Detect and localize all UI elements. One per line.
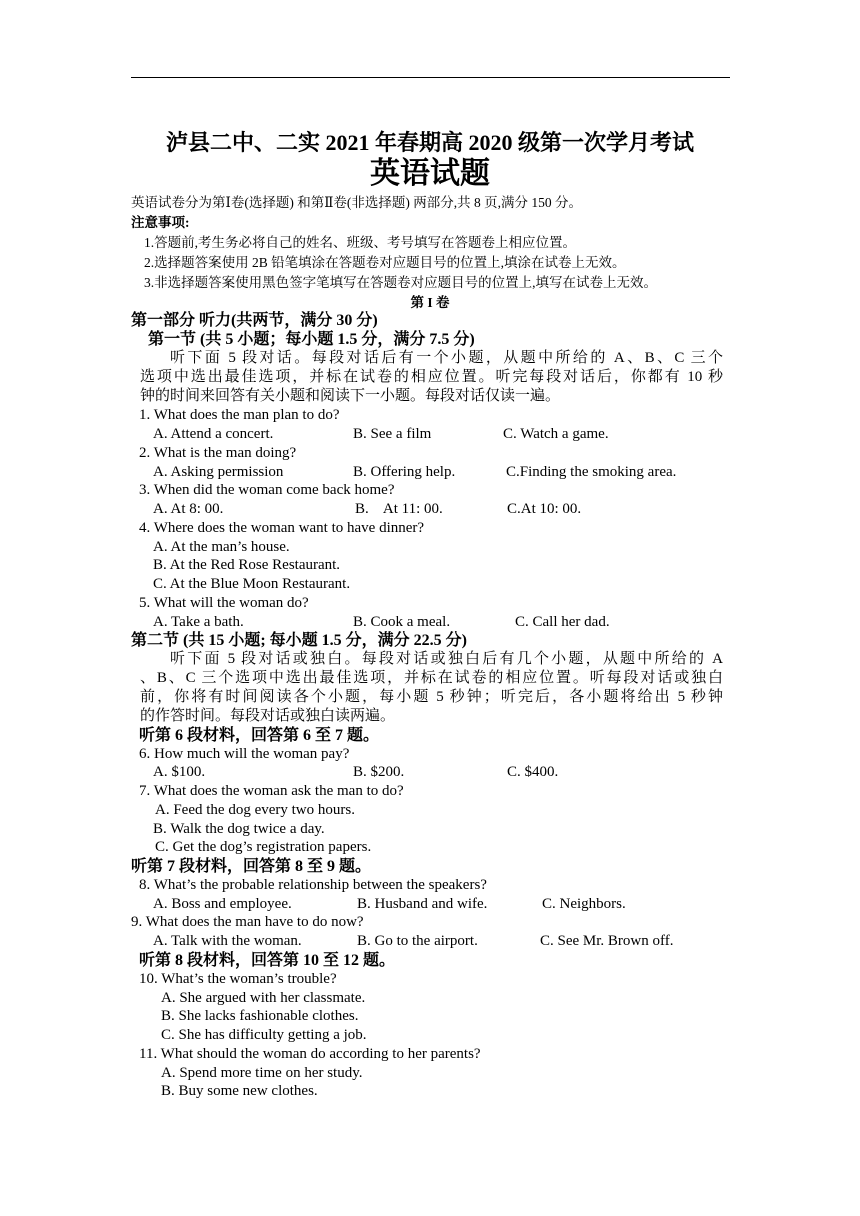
top-rule: [131, 77, 730, 78]
option-c: C. Neighbors.: [542, 896, 626, 912]
directions-line: 钟的时间来回答有关小题和阅读下一小题。每段对话仅读一遍。: [140, 388, 561, 404]
option-a: A. $100.: [153, 764, 206, 780]
note-item: 1.答题前,考生务必将自己的姓名、班级、考号填写在答题卷上相应位置。: [144, 235, 576, 250]
option-c: C.At 10: 00.: [507, 501, 582, 517]
question-stem: 10. What’s the woman’s trouble?: [139, 971, 337, 987]
directions-line: 前，你将有时间阅读各个小题，每小题 5 秒钟；听完后，各小题将给出 5 秒钟: [140, 689, 723, 705]
part1-title: 第一部分 听力(共两节，满分 30 分): [131, 312, 378, 329]
section2-title: 第二节 (共 15 小题; 每小题 1.5 分，满分 22.5 分): [131, 632, 467, 649]
option-b: B. Husband and wife.: [357, 896, 488, 912]
option-b: B. At the Red Rose Restaurant.: [153, 557, 341, 573]
question-stem: 8. What’s the probable relationship between the speakers?: [139, 877, 487, 893]
option-c: C. Watch a game.: [503, 426, 609, 442]
subject-title: 英语试题: [370, 157, 490, 190]
material-heading: 听第 7 段材料，回答第 8 至 9 题。: [131, 858, 372, 875]
notes-heading: 注意事项:: [131, 215, 190, 230]
question-stem: 5. What will the woman do?: [139, 595, 309, 611]
option-a: A. She argued with her classmate.: [161, 990, 366, 1006]
option-b: B. Offering help.: [353, 464, 456, 480]
option-a: A. Spend more time on her study.: [161, 1065, 363, 1081]
exam-intro: 英语试卷分为第Ⅰ卷(选择题) 和第Ⅱ卷(非选择题) 两部分,共 8 页,满分 150 分。: [131, 195, 582, 210]
option-b: B. Go to the airport.: [357, 933, 478, 949]
exam-title: 泸县二中、二实 2021 年春期高 2020 级第一次学月考试: [165, 130, 694, 155]
material-heading: 听第 8 段材料，回答第 10 至 12 题。: [139, 952, 396, 969]
option-b: B. $200.: [353, 764, 405, 780]
option-a: A. Attend a concert.: [153, 426, 274, 442]
option-c: C. She has difficulty getting a job.: [161, 1027, 367, 1043]
option-a: A. Feed the dog every two hours.: [155, 802, 355, 818]
directions-line: 听下面 5 段对话或独白。每段对话或独白后有几个小题，从题中所给的 A: [170, 651, 723, 667]
option-a: A. Talk with the woman.: [153, 933, 302, 949]
option-b: B. Buy some new clothes.: [161, 1083, 318, 1099]
option-c: C.Finding the smoking area.: [506, 464, 677, 480]
option-a: A. Asking permission: [153, 464, 284, 480]
directions-line: 选项中选出最佳选项，并标在试卷的相应位置。听完每段对话后，你都有 10 秒: [140, 369, 723, 385]
question-stem: 6. How much will the woman pay?: [139, 746, 350, 762]
directions-line: 的作答时间。每段对话或独白读两遍。: [140, 708, 396, 724]
directions-line: 、B、C 三个选项中选出最佳选项，并标在试卷的相应位置。听每段对话或独白: [140, 670, 723, 686]
section1-title: 第一节 (共 5 小题；每小题 1.5 分，满分 7.5 分): [148, 331, 475, 348]
option-b: B. Cook a meal.: [353, 614, 451, 630]
option-b: B. At 11: 00.: [355, 501, 443, 517]
option-b: B. See a film: [353, 426, 432, 442]
note-item: 3.非选择题答案使用黑色签字笔填写在答题卷对应题目号的位置上,填写在试卷上无效。: [144, 275, 657, 290]
directions-line: 听下面 5 段对话。每段对话后有一个小题，从题中所给的 A、B、C 三个: [170, 350, 723, 366]
material-heading: 听第 6 段材料，回答第 6 至 7 题。: [139, 727, 380, 744]
option-c: C. Call her dad.: [515, 614, 610, 630]
question-stem: 4. Where does the woman want to have dinner?: [139, 520, 425, 536]
option-a: A. Boss and employee.: [153, 896, 292, 912]
question-stem: 9. What does the man have to do now?: [131, 914, 364, 930]
question-stem: 11. What should the woman do according to her parents?: [139, 1046, 481, 1062]
option-c: C. Get the dog’s registration papers.: [155, 839, 372, 855]
question-stem: 1. What does the man plan to do?: [139, 407, 340, 423]
option-b: B. She lacks fashionable clothes.: [161, 1008, 359, 1024]
option-c: C. See Mr. Brown off.: [540, 933, 674, 949]
option-c: C. $400.: [507, 764, 559, 780]
note-item: 2.选择题答案使用 2B 铅笔填涂在答题卷对应题目号的位置上,填涂在试卷上无效。: [144, 255, 626, 270]
option-a: A. At the man’s house.: [153, 539, 290, 555]
option-b: B. Walk the dog twice a day.: [153, 821, 325, 837]
question-stem: 2. What is the man doing?: [139, 445, 297, 461]
question-stem: 3. When did the woman come back home?: [139, 482, 395, 498]
question-stem: 7. What does the woman ask the man to do?: [139, 783, 404, 799]
option-c: C. At the Blue Moon Restaurant.: [153, 576, 351, 592]
option-a: A. Take a bath.: [153, 614, 244, 630]
option-a: A. At 8: 00.: [153, 501, 224, 517]
volume-label: 第 I 卷: [410, 295, 450, 310]
